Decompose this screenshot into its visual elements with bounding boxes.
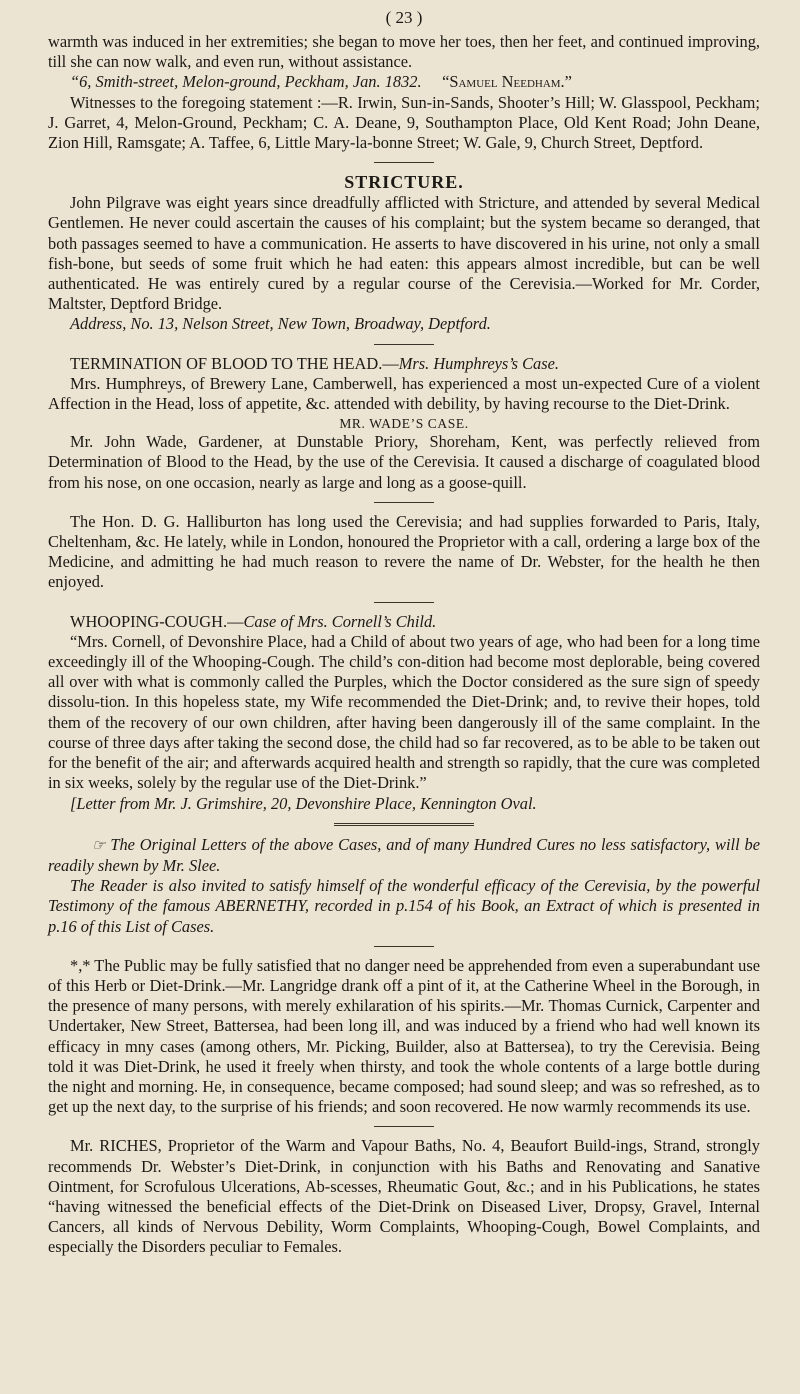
halliburton-paragraph: The Hon. D. G. Halliburton has long used the Cerevisia; and had supplies forwarded to Paris, Italy, Cheltenham, &c. He lately, while in London, honoured the Proprietor with a call, ordering a large box of the Medicine, and admitting he had much reason to revere the name of Dr. Webster, for the health he then enjoyed.	[48, 511, 760, 592]
pointing-hand-icon: ☞	[92, 837, 106, 854]
termination-case: Mrs. Humphreys’s Case.	[398, 353, 559, 373]
stricture-paragraph: John Pilgrave was eight years since dreadfully afflicted with Stricture, and attended by several Medical Gentlemen. He never could ascertain the causes of his complaint; but the system became so deranged, that both passages seemed to have a communication. He asserts to have discovered in his urine, not only a small fish-bone, but seeds of some fruit which he had eaten: this appears almost incredible, but can be well authenticated. He was entirely cured by a regular course of the Cerevisia.—Worked for Mr. Corder, Maltster, Deptford Bridge.	[48, 193, 760, 314]
whooping-title: WHOOPING-COUGH.—	[70, 611, 244, 631]
signature-name: “Samuel Needham.”	[442, 72, 572, 92]
wade-heading: MR. WADE’S CASE.	[339, 416, 469, 432]
termination-heading	[48, 354, 760, 374]
section-divider	[374, 502, 434, 503]
originals-text: The Original Letters of the above Cases, and of many Hundred Cures no less satisfactory, will be readily shewn by Mr. Slee.	[48, 834, 760, 875]
originals-paragraph	[48, 835, 760, 876]
termination-paragraph: Mrs. Humphreys, of Brewery Lane, Camberwell, has experienced a most un-expected Cure of a violent Affection in the Head, loss of appetite, &c. attended with debility, by having recourse to the Diet-Drink.	[48, 373, 760, 414]
stricture-address: Address, No. 13, Nelson Street, New Town, Broadway, Deptford.	[70, 314, 491, 334]
whooping-source: [Letter from Mr. J. Grimshire, 20, Devonshire Place, Kennington Oval.	[70, 793, 537, 813]
stricture-heading: STRICTURE.	[344, 172, 464, 193]
whooping-case: Case of Mrs. Cornell’s Child.	[243, 611, 437, 631]
paragraph-recovery: warmth was induced in her extremities; she began to move her toes, then her feet, and continued improving, till she can now walk, and even run, without assistance.	[48, 32, 760, 72]
riches-paragraph: Mr. RICHES, Proprietor of the Warm and Vapour Baths, No. 4, Beaufort Build-ings, Strand, strongly recommends Dr. Webster’s Diet-Drink, in conjunction with his Baths and Renovating and Sanative Ointment, for Scrofulous Ulcerations, Ab-scesses, Rheumatic Gout, &c.; and in his Publications, he states “having witnessed the beneficial effects of the Diet-Drink on Diseased Liver, Dropsy, Gravel, Internal Cancers, all kinds of Nervous Debility, Worm Complaints, Whooping-Cough, Bowel Complaints, and especially the Disorders peculiar to Females.	[48, 1136, 760, 1257]
whooping-heading	[48, 612, 760, 632]
section-divider	[374, 1126, 434, 1127]
whooping-paragraph: “Mrs. Cornell, of Devonshire Place, had a Child of about two years of age, who had been for a long time exceedingly ill of the Whooping-Cough. The child’s con-dition had become most deplorable, being covered all over with what is commonly called the Purples, which the Doctor considered as the sure sign of speedy dissolu-tion. In this hopeless state, my Wife recommended the Diet-Drink; and, to revive their hopes, told them of the recovery of our own children, after having been dangerously ill of the same complaint. In the course of three days after taking the second dose, the child had so far recovered, as to be able to be taken out for the benefit of the air; and afterwards acquired health and strength so rapidly, that the cure was completed in six weeks, solely by the regular use of the Diet-Drink.”	[48, 631, 760, 793]
section-divider	[374, 162, 434, 163]
address-date: “6, Smith-street, Melon-ground, Peckham, Jan. 1832.	[70, 72, 422, 92]
wade-paragraph: Mr. John Wade, Gardener, at Dunstable Priory, Shoreham, Kent, was perfectly relieved from Determination of Blood to the Head, by the use of the Cerevisia. It caused a discharge of coagulated blood from his nose, on one occasion, nearly as large and long as a goose-quill.	[48, 432, 760, 492]
section-divider	[374, 602, 434, 603]
section-divider	[374, 946, 434, 947]
double-divider	[334, 823, 474, 826]
termination-title: TERMINATION OF BLOOD TO THE HEAD.—	[70, 353, 399, 373]
reader-paragraph: The Reader is also invited to satisfy himself of the wonderful efficacy of the Cerevisia, by the powerful Testimony of the famous ABERNETHY, recorded in p.154 of his Book, an Extract of which is presented in p.16 of this List of Cases.	[48, 876, 760, 936]
public-paragraph: *,* The Public may be fully satisfied that no danger need be apprehended from even a superabundant use of this Herb or Diet-Drink.—Mr. Langridge drank off a pint of it, at the Catherine Wheel in the Borough, in the presence of many persons, with merely exhilaration of his spirits.—Mr. Thomas Curnick, Carpenter and Undertaker, New Street, Battersea, had been long ill, and was induced by a friend who had well known its efficacy in mny cases (among others, Mr. Picking, Builder, also at Battersea), to try the Cerevisia. Being told it was Diet-Drink, he used it freely when thirsty, and took the whole contents of a large bottle during the night and morning. He, in consequence, became composed; had sound sleep; and was so refreshed, as to get up the next day, to the surprise of his friends; and soon recovered. He now warmly recommends its use.	[48, 955, 760, 1117]
witnesses-paragraph: Witnesses to the foregoing statement :—R. Irwin, Sun-in-Sands, Shooter’s Hill; W. Glasspool, Peckham; J. Garret, 4, Melon-Ground, Peckham; C. A. Deane, 9, Southampton Place, Old Kent Road; John Deane, Zion Hill, Ramsgate; A. Taffee, 6, Little Mary-la-bonne Street; W. Gale, 9, Church Street, Deptford.	[48, 92, 760, 153]
section-divider	[374, 344, 434, 345]
signature-line	[48, 72, 760, 92]
page-number: ( 23 )	[385, 8, 423, 27]
